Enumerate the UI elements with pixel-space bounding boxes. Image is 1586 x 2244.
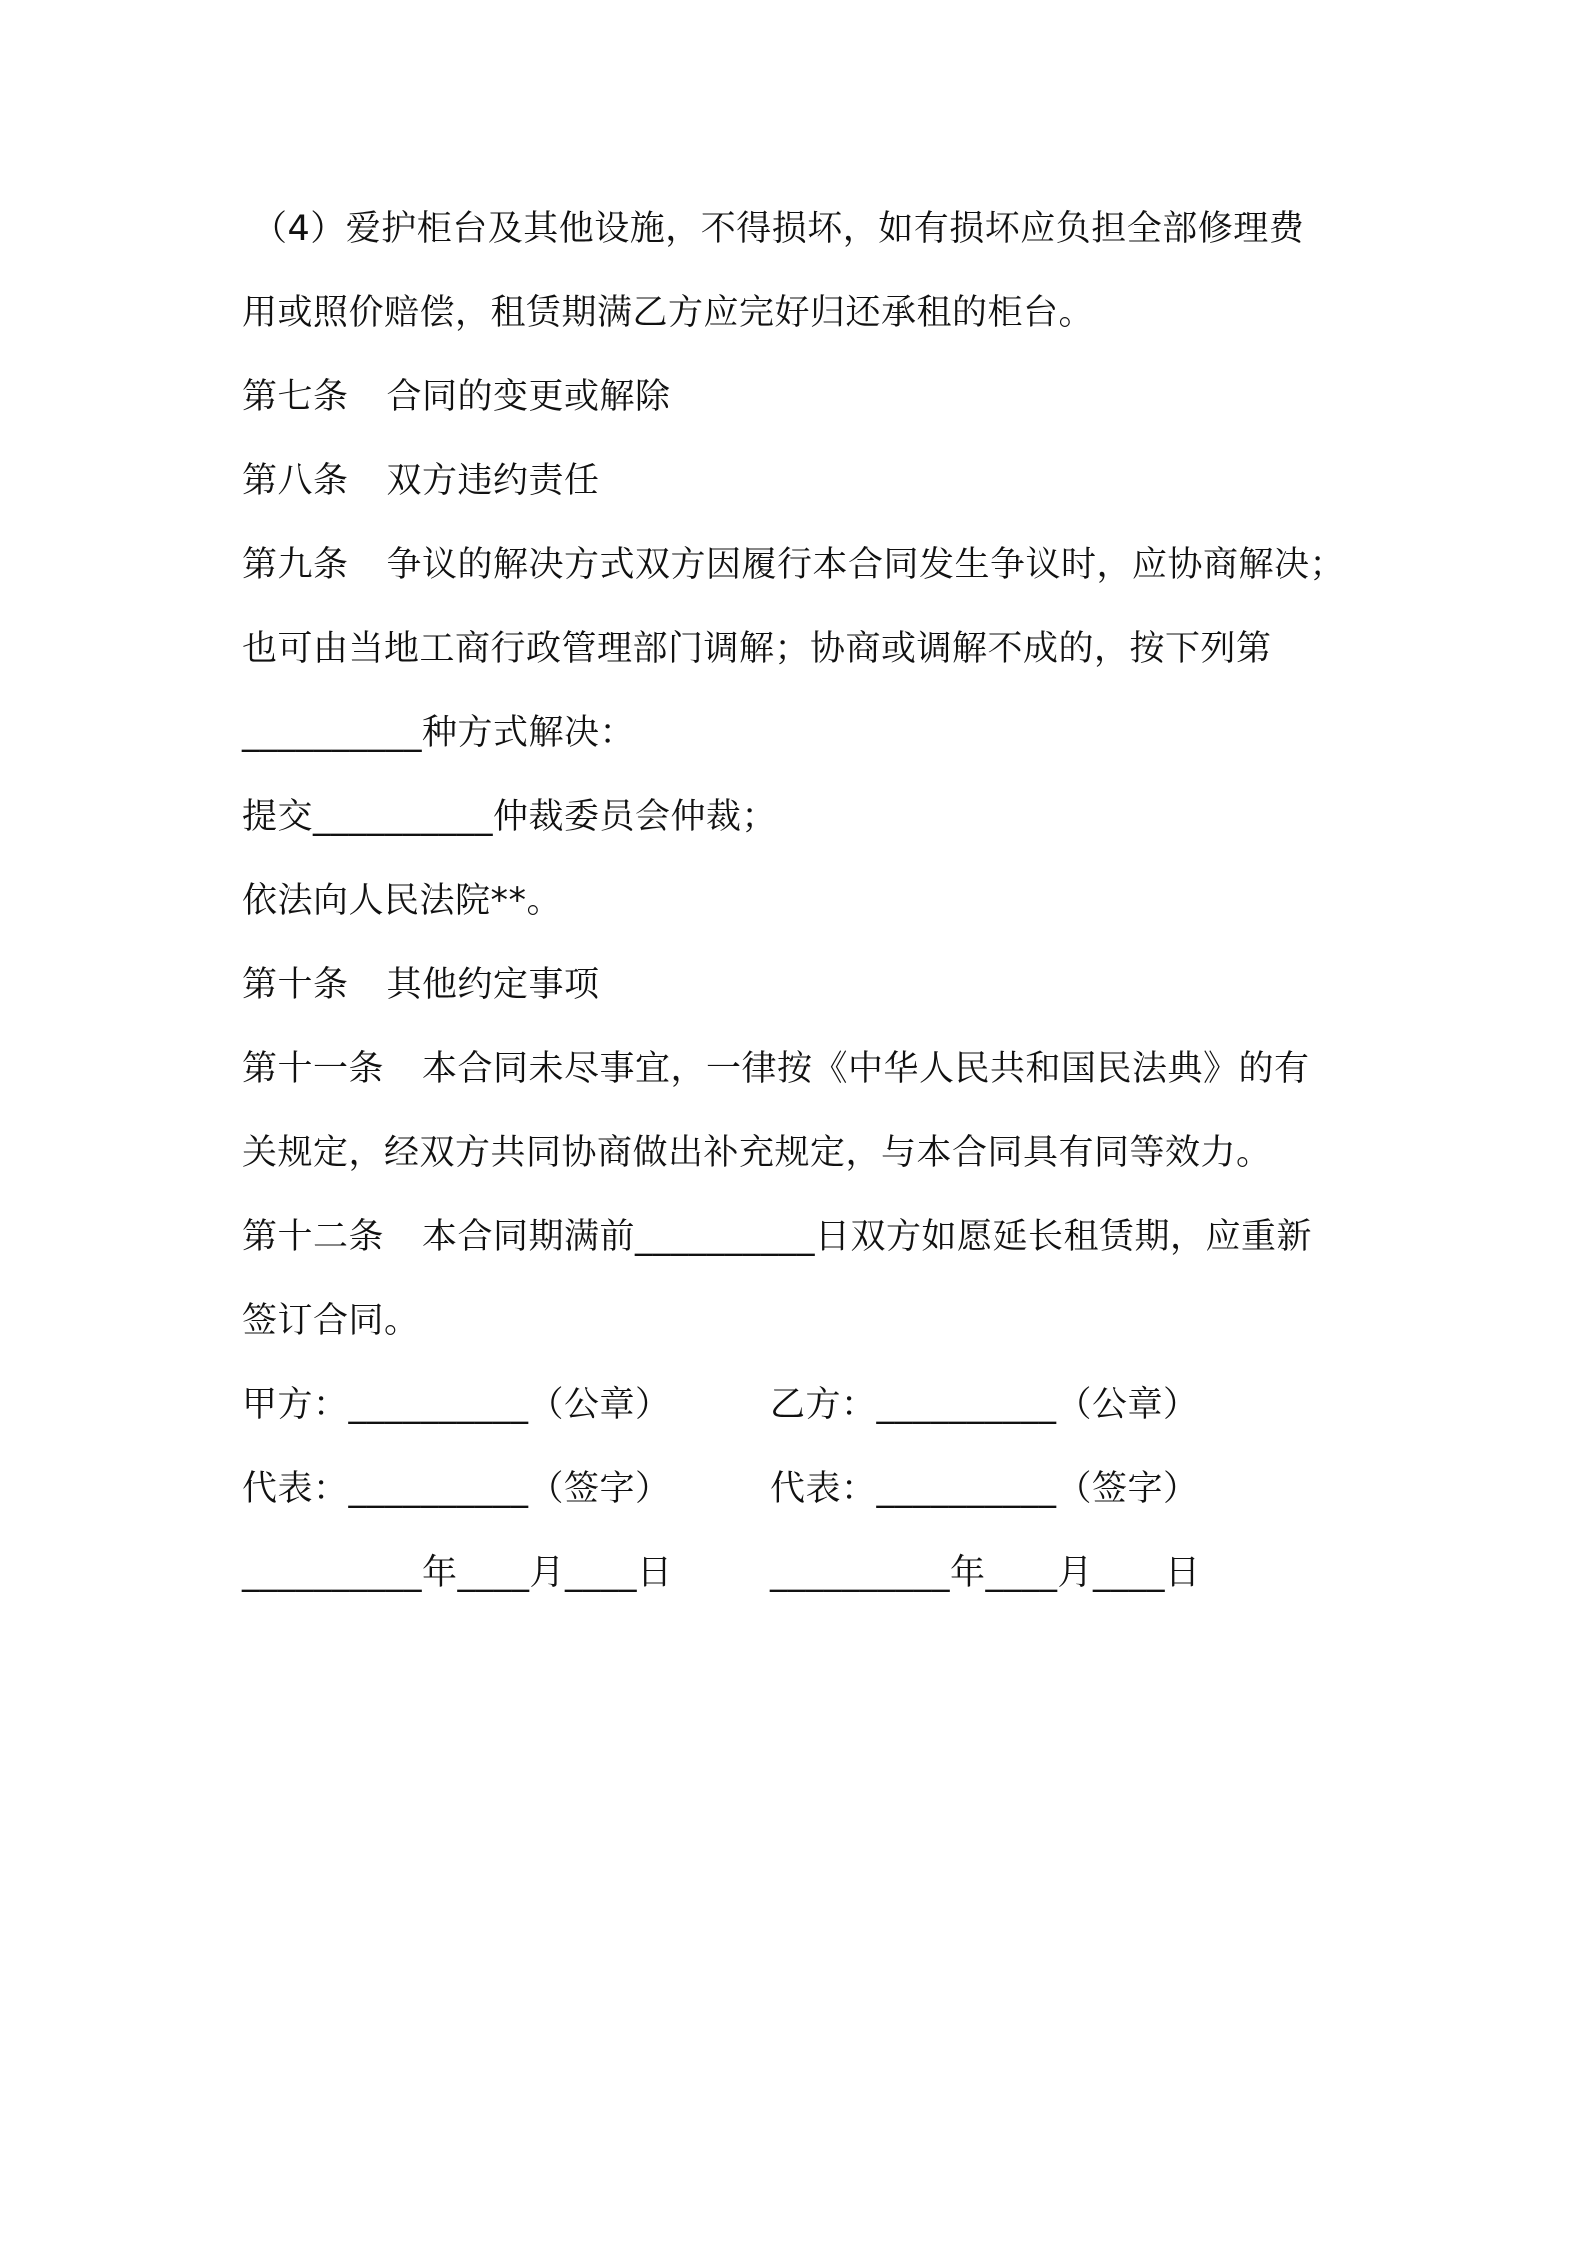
clause12-line2: 签订合同。 — [242, 1301, 420, 1341]
clause9-number: 第九条 — [242, 545, 349, 585]
clause10-title: 其他约定事项 — [386, 965, 600, 1005]
clause12-text1: 本合同期满前__________日双方如愿延长租赁期，应重新 — [422, 1217, 1313, 1257]
clause12-line1 — [242, 1214, 1312, 1260]
clause9-line2: 也可由当地工商行政管理部门调解；协商或调解不成的，按下列第 — [242, 629, 1272, 669]
clause12-number: 第十二条 — [242, 1217, 385, 1257]
clause8-number: 第八条 — [242, 461, 349, 501]
party-b-date: __________年____月____日 — [770, 1553, 1201, 1593]
clause9-text1: 争议的解决方式双方因履行本合同发生争议时，应协商解决； — [386, 545, 1346, 585]
party-a-representative: 代表：__________（签字） — [242, 1469, 671, 1509]
clause6-item4-line1: （4）爱护柜台及其他设施，不得损坏，如有损坏应负担全部修理费 — [252, 209, 1305, 249]
party-a-date: __________年____月____日 — [242, 1553, 673, 1593]
clause9-line1 — [242, 542, 1345, 588]
clause8-title: 双方违约责任 — [386, 461, 600, 501]
clause7-title: 合同的变更或解除 — [386, 377, 671, 417]
clause10-heading — [242, 962, 600, 1008]
clause9-option2: 依法向人民法院**。 — [242, 881, 563, 921]
clause7-heading — [242, 374, 671, 420]
clause11-number: 第十一条 — [242, 1049, 385, 1089]
party-b-representative: 代表：__________（签字） — [770, 1469, 1199, 1509]
party-b-seal: 乙方：__________（公章） — [770, 1385, 1199, 1425]
clause8-heading — [242, 458, 600, 504]
clause6-item4-line2: 用或照价赔偿，租赁期满乙方应完好归还承租的柜台。 — [242, 293, 1095, 333]
clause10-number: 第十条 — [242, 965, 349, 1005]
clause11-line2: 关规定，经双方共同协商做出补充规定，与本合同具有同等效力。 — [242, 1133, 1272, 1173]
clause11-line1 — [242, 1046, 1310, 1092]
clause9-option1: 提交__________仲裁委员会仲裁； — [242, 797, 778, 837]
party-a-seal: 甲方：__________（公章） — [242, 1385, 671, 1425]
clause11-text1: 本合同未尽事宜，一律按《中华人民共和国民法典》的有 — [422, 1049, 1310, 1089]
clause9-line3: __________种方式解决： — [242, 713, 636, 753]
clause7-number: 第七条 — [242, 377, 349, 417]
